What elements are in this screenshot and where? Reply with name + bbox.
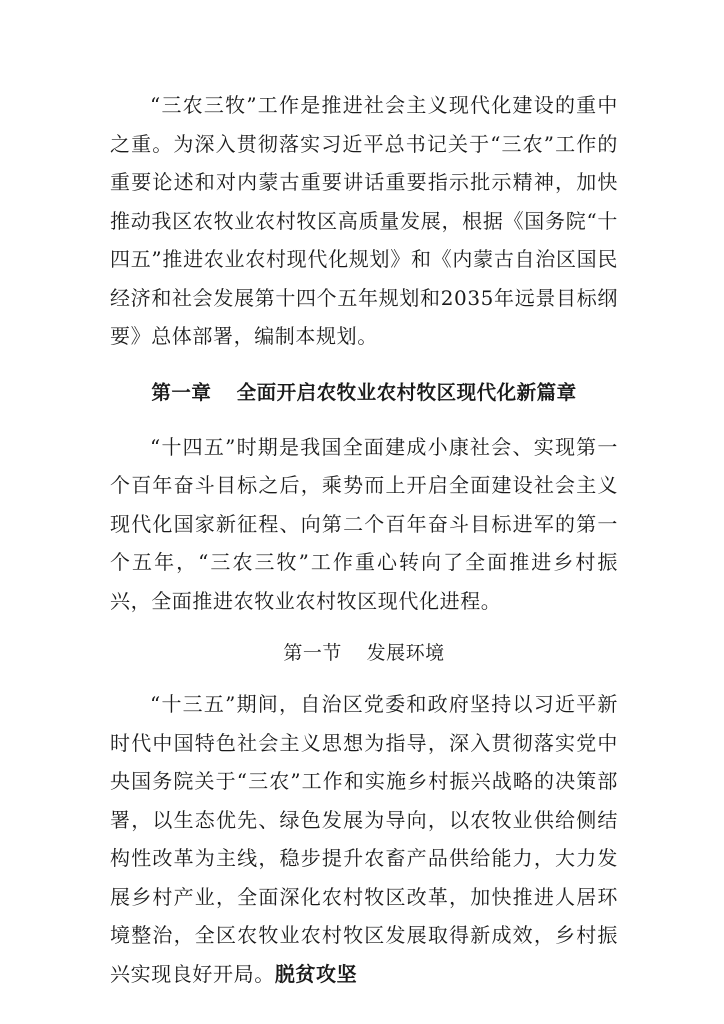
section-title: 发展环境 — [366, 642, 445, 664]
section-paragraph — [110, 685, 618, 993]
section-paragraph-bold-text: 脱贫攻坚 — [274, 961, 358, 986]
chapter-heading — [110, 374, 618, 412]
intro-paragraph: “三农三牧”工作是推进社会主义现代化建设的重中之重。为深入贯彻落实习近平总书记关于“三农”工作的重要论述和对内蒙古重要讲话重要指示批示精神，加快推动我区农牧业农村牧区高质量发展，根据《国务院“十四五”推进农业农村现代化规划》和《内蒙古自治区国民经济和社会发展第十四个五年规划和2035年远景目标纲要》总体部署，编制本规划。 — [110, 93, 618, 348]
chapter-paragraph: “十四五”时期是我国全面建成小康社会、实现第一个百年奋斗目标之后，乘势而上开启全面建设社会主义现代化国家新征程、向第二个百年奋斗目标进军的第一个五年，“三农三牧”工作重心转向了全面推进乡村振兴，全面推进农牧业农村牧区现代化进程。 — [110, 434, 618, 613]
document-body — [110, 86, 618, 993]
section-paragraph-text: “十三五”期间，自治区党委和政府坚持以习近平新时代中国特色社会主义思想为指导，深入贯彻落实党中央国务院关于“三农”工作和实施乡村振兴战略的决策部署，以生态优先、绿色发展为导向，以农牧业供给侧结构性改革为主线，稳步提升农畜产品供给能力，大力发展乡村产业，全面深化农村牧区改革，加快推进人居环境整治，全区农牧业农村牧区发展取得新成效，乡村振兴实现良好开局。 — [110, 692, 618, 986]
chapter-title: 全面开启农牧业农村牧区现代化新篇章 — [236, 380, 577, 404]
chapter-number: 第一章 — [151, 380, 212, 404]
section-number: 第一节 — [283, 642, 342, 664]
section-heading — [110, 634, 618, 672]
